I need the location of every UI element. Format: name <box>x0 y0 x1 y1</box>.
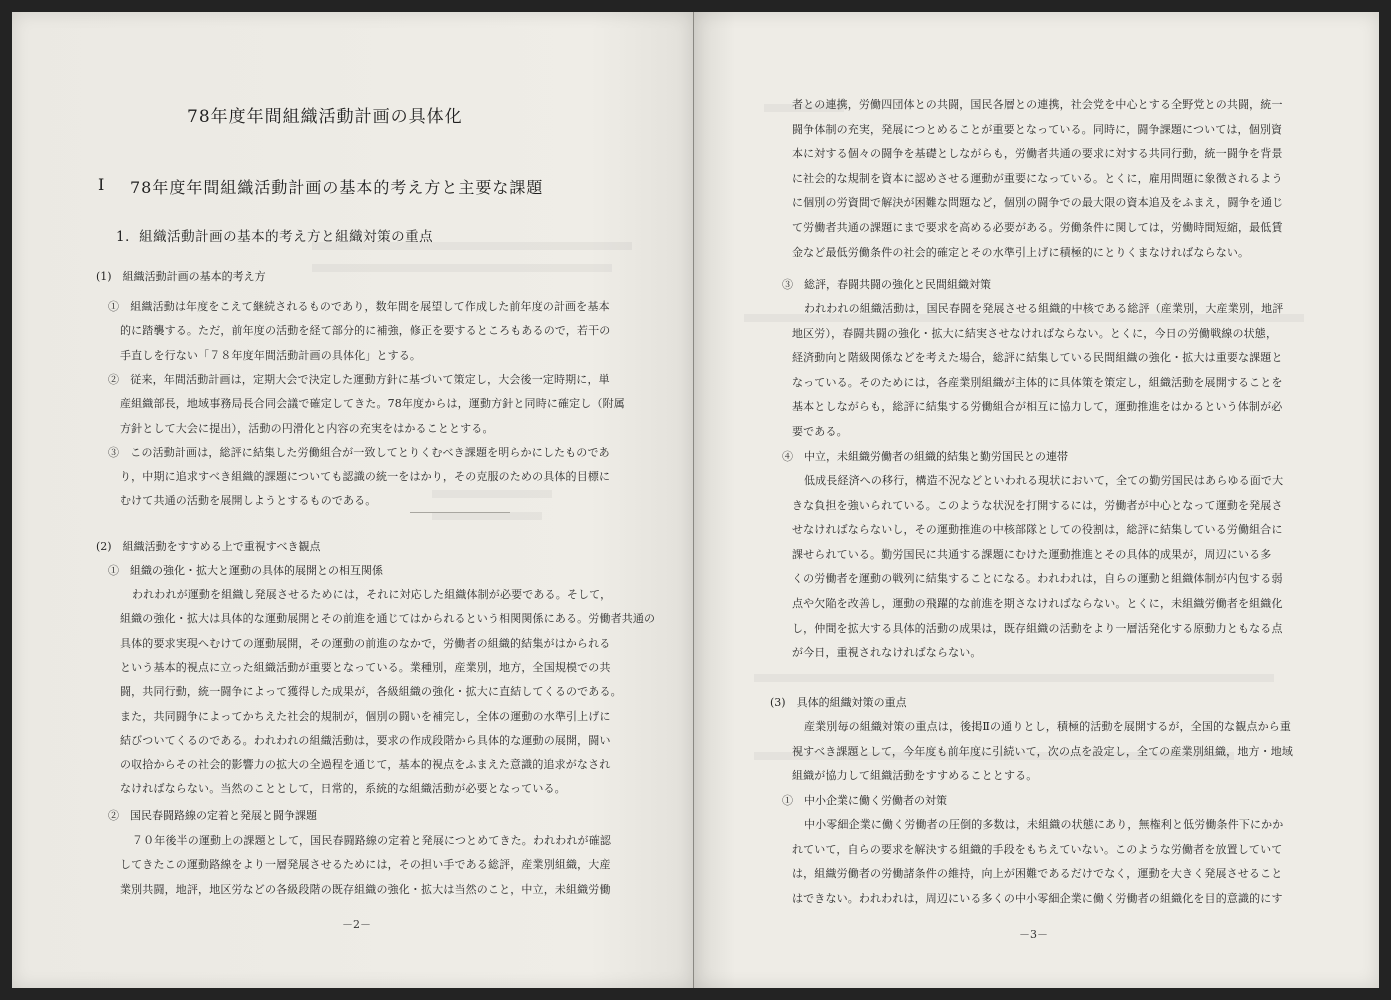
text-line: 本に対する個々の闘争を基礎としながらも，労働者共通の要求に対する共同行動，統一闘争を背景 <box>792 147 1283 161</box>
text-line: 具体的要求実現へむけての運動展開，その運動の前進のなかで，労働者の組織的結集がはかられる <box>120 636 611 650</box>
text-line: 組織が協力して組織活動をすすめることとする。 <box>792 769 1038 783</box>
subsection-2-item-1-title: ① 組織の強化・拡大と運動の具体的展開との相互関係 <box>108 564 383 577</box>
text-line: なければならない。当然のこととして，日常的，系統的な組織活動が必要となっている。 <box>120 782 566 796</box>
text-line: また，共同闘争によってかちえた社会的規制が，個別の闘いを補完し，全体の運動の水準引上げに <box>120 709 611 723</box>
text-line: 中小零細企業に働く労働者の圧倒的多数は，未組織の状態にあり，無権利と低労働条件下にかか <box>804 818 1284 831</box>
document-title: 78年度年間組織活動計画の具体化 <box>187 107 463 127</box>
text-line: が今日，重視されなければならない。 <box>792 646 982 660</box>
right-page <box>694 12 1379 988</box>
page-number: －3－ <box>1019 928 1048 941</box>
text-line: くの労働者を運動の戦列に結集することになる。われわれは，自らの運動と組織体制が内包する弱 <box>792 572 1283 586</box>
text-line: は，組織労働者の労働諸条件の維持，向上が困難であるだけでなく，運動を大きく発展させること <box>792 867 1283 881</box>
text-line: 的に踏襲する。ただ，前年度の活動を経て部分的に補強，修正を要するところもあるので，若干の <box>120 324 611 338</box>
chapter-title: 78年度年間組織活動計画の基本的考え方と主要な課題 <box>130 178 544 197</box>
text-line: してきたこの運動路線をより一層発展させるためには，その担い手である総評，産業別組織，大産 <box>120 858 611 872</box>
text-line: 産組織部長，地域事務局長合同会議で確定してきた。78年度からは，運動方針と同時に確定し（附属 <box>120 397 625 411</box>
text-line: に個別の労資間で解決が困難な問題など，個別の闘争での最大限の資本追及をふまえ，闘争を通じ <box>792 196 1284 210</box>
bleed-through <box>312 264 612 272</box>
text-line: 金など最低労働条件の社会的確定とその水準引上げに積極的にとりくまなければならない。 <box>792 245 1250 259</box>
text-line: れていて，自らの要求を解決する組織的手段をもちえていない。このような労働者を放置していて <box>792 842 1283 856</box>
text-line: という基本的視点に立った組織活動が重要となっている。業種別，産業別，地方，全国規模での共 <box>120 660 611 674</box>
text-line: なっている。そのためには，各産業別組織が主体的に具体策を策定し，組織活動を展開することを <box>792 375 1283 389</box>
text-line: 組織の強化・拡大は具体的な運動展開とその前進を通じてはかられるという相関関係にある。労働者共通の <box>120 612 656 626</box>
text-line: 点や欠陥を改善し，運動の飛躍的な前進を期さなければならない。とくに，未組織労働者を組織化 <box>792 597 1283 610</box>
bleed-through <box>754 674 1274 682</box>
text-line: 視すべき課題として，今年度も前年度に引続いて，次の点を設定し，全ての産業別組織，地方・地域 <box>792 744 1294 758</box>
bleed-through <box>432 512 542 520</box>
text-line: り，中期に追求すべき組織的課題についても認識の統一をはかり，その克服のための具体的目標に <box>120 470 611 484</box>
text-line: 業別共闘，地評，地区労などの各級段階の既存組織の強化・拡大は当然のこと，中立，未組織労働 <box>120 882 611 896</box>
subsection-2-title: (2) 組織活動をすすめる上で重視すべき観点 <box>96 540 321 553</box>
text-line: 地区労），春闘共闘の強化・拡大に結実させなければならない。とくに，今日の労働戦線の状態， <box>792 326 1278 340</box>
subsection-1-title: (1) 組織活動計画の基本的考え方 <box>96 270 266 283</box>
text-line: の収拾からその社会的影響力の拡大の全過程を通じて，基本的視点をふまえた意識的追求がなされ <box>120 758 611 772</box>
left-page <box>12 12 693 988</box>
text-line: 基本としながらも，総評に結集する労働組合が相互に協力して，運動推進をはかるという体制が必 <box>792 400 1283 414</box>
chapter-numeral: I <box>98 175 106 194</box>
text-line: 結びついてくるのである。われわれの組織活動は，要求の作成段階から具体的な運動の展開，闘い <box>120 733 611 747</box>
text-line: て労働者共通の課題にまで要求を高める必要がある。労働条件に関しては，労働時間短縮，最低賃 <box>792 221 1283 234</box>
text-line: ③ この活動計画は，総評に結集した労働組合が一致してとりくむべき課題を明らかにしたものであ <box>108 445 610 459</box>
text-line: 産業別毎の組織対策の重点は，後掲Ⅱの通りとし，積極的活動を展開するが，全国的な観点から重 <box>804 720 1292 733</box>
text-line: ② 従来，年間活動計画は，定期大会で決定した運動方針に基づいて策定し，大会後一定時期に，単 <box>108 372 610 386</box>
text-line: 方針として大会に提出），活動の円滑化と内容の充実をはかることとする。 <box>120 421 494 435</box>
text-line: 課せられている。勤労国民に共通する課題にむけた運動推進とその具体的成果が，周辺にいる多 <box>792 547 1272 561</box>
text-line: ７０年後半の運動上の課題として，国民春闘路線の定着と発展につとめてきた。われわれが確認 <box>132 834 612 847</box>
section-1-title: 1．組織活動計画の基本的考え方と組織対策の重点 <box>116 229 434 245</box>
bleed-through-rule <box>410 512 510 513</box>
text-line: ① 組織活動は年度をこえて継続されるものであり，数年間を展望して作成した前年度の計画を基本 <box>108 300 610 313</box>
text-line: せなければならないし，その運動推進の中核部隊としての役割は，総評に結集している労働組合に <box>792 523 1283 537</box>
text-line: 低成長経済への移行，構造不況などといわれる現状において，全ての勤労国民はあらゆる面で大 <box>804 474 1284 487</box>
text-line: むけて共通の活動を展開しようとするものである。 <box>120 494 377 508</box>
text-line: 闘争体制の充実，発展につとめることが重要となっている。同時に，闘争課題については，個別資 <box>792 122 1283 136</box>
text-line: 要である。 <box>792 425 848 438</box>
text-line: はできない。われわれは，周辺にいる多くの中小零細企業に働く労働者の組織化を目的意識的にす <box>792 891 1283 905</box>
subsection-3-title: (3) 具体的組織対策の重点 <box>770 696 907 709</box>
text-line: われわれの組織活動は，国民春闘を発展させる組織的中核である総評（産業別，大産業別，地評 <box>804 302 1284 315</box>
text-line: 経済動向と階級関係などを考えた場合，総評に結集している民間組織の強化・拡大は重要な課題と <box>792 351 1283 365</box>
text-line: 手直しを行ない「７８年度年間活動計画の具体化」とする。 <box>120 348 422 362</box>
text-line: われわれが運動を組織し発展させるためには，それに対応した組織体制が必要である。そして， <box>132 588 612 601</box>
item-4-title: ④ 中立，未組織労働者の組織的結集と勤労国民との連帯 <box>782 450 1068 463</box>
subsection-2-item-2-title: ② 国民春闘路線の定着と発展と闘争課題 <box>108 809 317 822</box>
text-line: 闘，共同行動，統一闘争によって獲得した成果が，各級組織の強化・拡大に直結してくるのである。 <box>120 685 622 699</box>
item-3-title: ③ 総評，春闘共闘の強化と民間組織対策 <box>782 278 991 291</box>
text-line: に社会的な規制を資本に認めさせる運動が重要になっている。とくに，雇用問題に象徴されるよう <box>792 171 1283 185</box>
text-line: 者との連携，労働四団体との共闘，国民各層との連携，社会党を中心とする全野党との共闘，統一 <box>792 98 1283 111</box>
bleed-through <box>432 490 552 498</box>
text-line: きな負担を強いられている。このような状況を打開するには，労働者が中心となって運動を発展さ <box>792 498 1283 512</box>
text-line: し，仲間を拡大する具体的活動の成果は，既存組織の活動をより一層活発化する原動力ともなる点 <box>792 621 1283 635</box>
page-number: －2－ <box>342 918 371 931</box>
subsection-3-item-1-title: ① 中小企業に働く労働者の対策 <box>782 794 947 807</box>
